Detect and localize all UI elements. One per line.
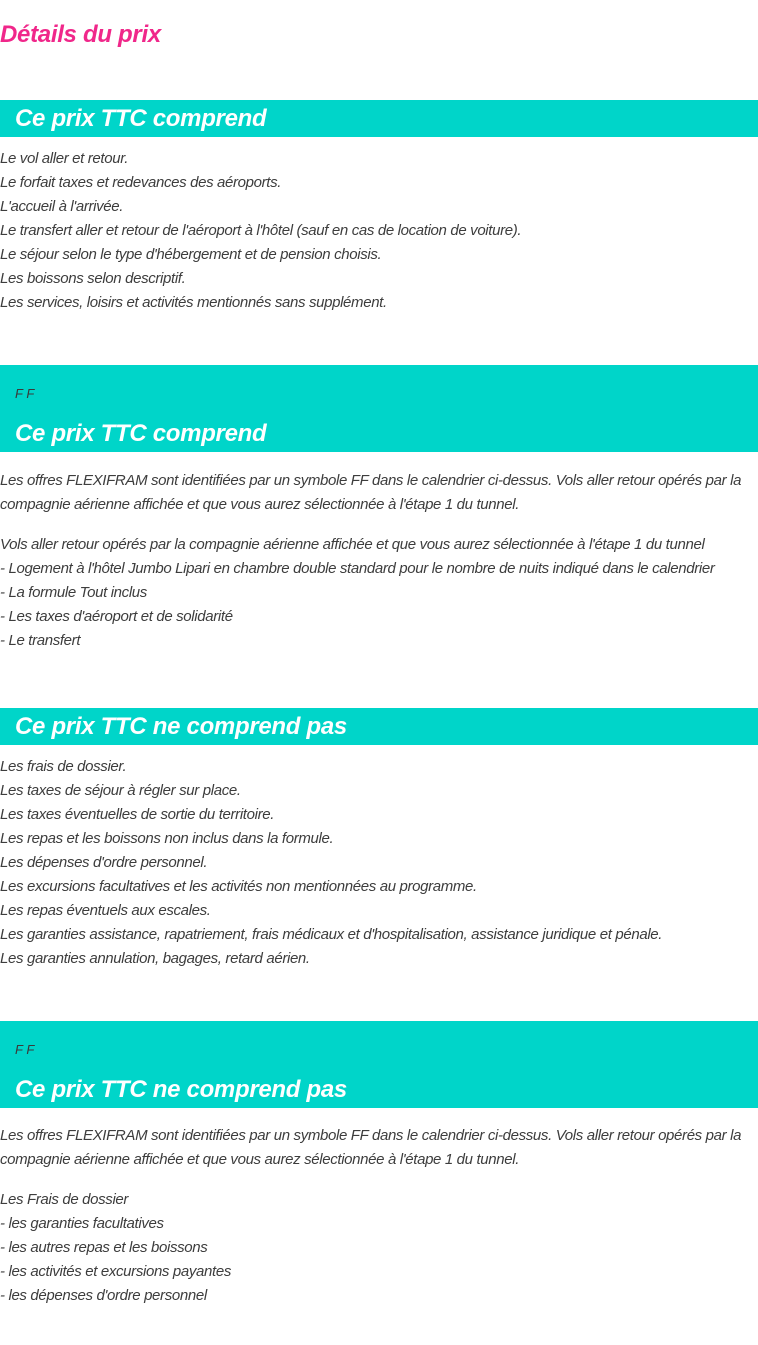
list-item: - La formule Tout inclus — [0, 584, 147, 601]
list-item: Les dépenses d'ordre personnel. — [0, 854, 208, 871]
list-item: Le forfait taxes et redevances des aéroports. — [0, 174, 282, 191]
list-item: - Le transfert — [0, 632, 81, 649]
list-item: L'accueil à l'arrivée. — [0, 198, 124, 215]
list-item: Les garanties assistance, rapatriement, frais médicaux et d'hospitalisation, assistance juridique et pénale. — [0, 926, 663, 943]
list-item: - Les taxes d'aéroport et de solidarité — [0, 608, 233, 625]
list-item: Vols aller retour opérés par la compagnie aérienne affichée et que vous aurez sélectionnée à l'étape 1 du tunnel — [0, 536, 705, 553]
list-item: - les dépenses d'ordre personnel — [0, 1287, 207, 1304]
list-item: Les repas et les boissons non inclus dans la formule. — [0, 830, 334, 847]
flexifram-badge: F F — [15, 386, 35, 401]
list-item: Le vol aller et retour. — [0, 150, 129, 167]
included-header-bar — [0, 100, 758, 137]
included-list — [0, 147, 758, 315]
list-item: Les excursions facultatives et les activités non mentionnées au programme. — [0, 878, 477, 895]
included-ff-intro: Les offres FLEXIFRAM sont identifiées par un symbole FF dans le calendrier ci-dessus. Vols aller retour opérés par la compagnie aérienne affichée et que vous aurez sélectionnée à l'étape 1 du tunnel. — [0, 472, 742, 513]
excluded-ff-header-bar — [0, 1021, 758, 1108]
excluded-heading: Ce prix TTC ne comprend pas — [15, 713, 347, 740]
list-item: Les taxes de séjour à régler sur place. — [0, 782, 241, 799]
list-item: - Logement à l'hôtel Jumbo Lipari en chambre double standard pour le nombre de nuits indiqué dans le calendrier — [0, 560, 715, 577]
included-ff-list — [0, 533, 758, 653]
included-ff-section — [0, 365, 758, 653]
list-item: Les garanties annulation, bagages, retard aérien. — [0, 950, 310, 967]
list-item: Les services, loisirs et activités mentionnés sans supplément. — [0, 294, 387, 311]
list-item: - les garanties facultatives — [0, 1215, 164, 1232]
list-item: Le séjour selon le type d'hébergement et de pension choisis. — [0, 246, 382, 263]
excluded-ff-section — [0, 1021, 758, 1308]
list-item: Les Frais de dossier — [0, 1191, 129, 1208]
excluded-ff-list — [0, 1188, 758, 1308]
excluded-ff-intro: Les offres FLEXIFRAM sont identifiées par un symbole FF dans le calendrier ci-dessus. Vols aller retour opérés par la compagnie aérienne affichée et que vous aurez sélectionnée à l'étape 1 du tunnel. — [0, 1127, 742, 1168]
included-heading: Ce prix TTC comprend — [15, 105, 267, 132]
list-item: - les activités et excursions payantes — [0, 1263, 231, 1280]
list-item: Les boissons selon descriptif. — [0, 270, 186, 287]
excluded-section — [0, 708, 758, 971]
included-ff-header-bar — [0, 365, 758, 452]
excluded-header-bar — [0, 708, 758, 745]
included-ff-heading: Ce prix TTC comprend — [15, 420, 267, 447]
flexifram-badge: F F — [15, 1042, 35, 1057]
excluded-ff-heading: Ce prix TTC ne comprend pas — [15, 1076, 347, 1103]
list-item: Le transfert aller et retour de l'aéroport à l'hôtel (sauf en cas de location de voiture). — [0, 222, 522, 239]
list-item: - les autres repas et les boissons — [0, 1239, 208, 1256]
page-title: Détails du prix — [0, 21, 161, 48]
excluded-list — [0, 755, 758, 971]
list-item: Les repas éventuels aux escales. — [0, 902, 211, 919]
included-section — [0, 100, 758, 315]
list-item: Les taxes éventuelles de sortie du territoire. — [0, 806, 275, 823]
list-item: Les frais de dossier. — [0, 758, 127, 775]
